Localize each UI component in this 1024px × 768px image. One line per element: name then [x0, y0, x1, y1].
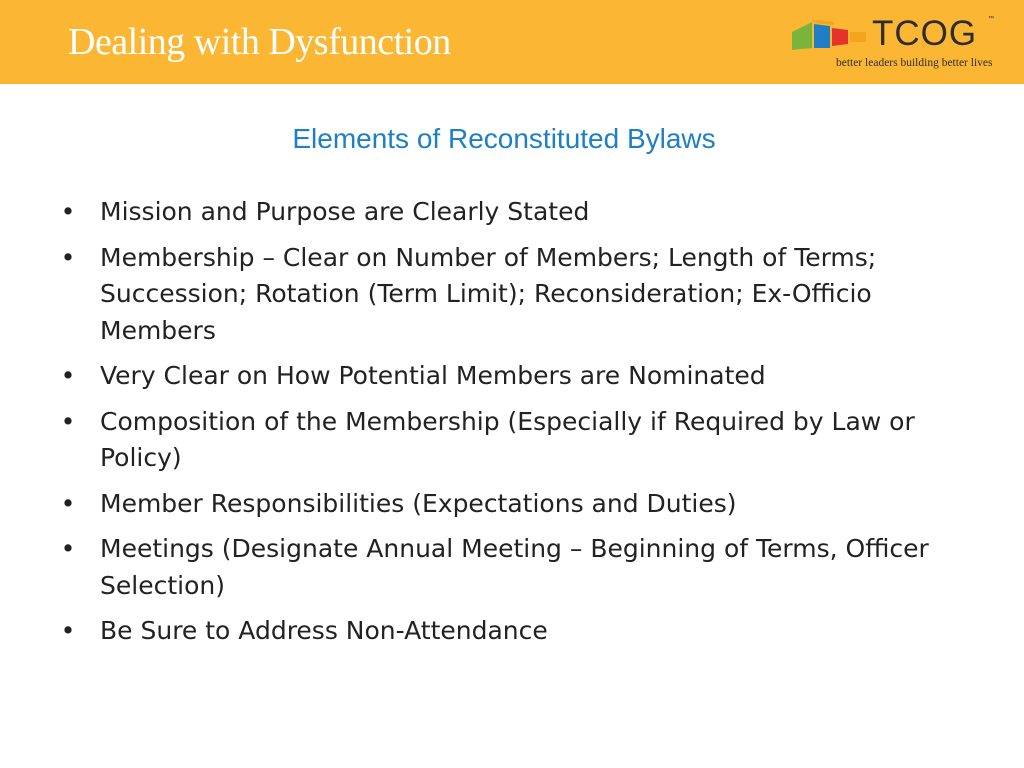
section-heading: Elements of Reconstituted Bylaws	[292, 123, 716, 154]
logo-trademark: ™	[988, 16, 994, 22]
bullet-item	[58, 358, 978, 395]
bullet-item	[58, 531, 978, 604]
bullet-item	[58, 240, 978, 350]
bullet-marker-icon: •	[60, 242, 76, 272]
bullet-marker-icon: •	[60, 616, 76, 645]
bullet-text: Membership – Clear on Number of Members; Length of Terms; Succession; Rotation (Term Limit); Reconsideration; Ex-Officio Members	[100, 242, 877, 345]
bullet-text: Member Responsibilities (Expectations and Duties)	[100, 488, 737, 518]
bullet-text: Meetings (Designate Annual Meeting – Beginning of Terms, Officer Selection)	[100, 534, 929, 600]
header-banner	[0, 0, 1024, 84]
bullet-item	[58, 613, 978, 650]
slide-title: Dealing with Dysfunction	[68, 21, 451, 63]
bullet-marker-icon: •	[60, 406, 76, 436]
logo-wordmark: TCOG	[872, 14, 978, 53]
bullet-text: Mission and Purpose are Clearly Stated	[100, 197, 590, 226]
bullet-item	[58, 404, 978, 477]
bullet-item	[58, 486, 978, 523]
bullet-item	[58, 194, 978, 231]
bullet-text: Composition of the Membership (Especially if Required by Law or Policy)	[100, 406, 915, 472]
bullet-text: Be Sure to Address Non-Attendance	[100, 616, 548, 645]
tcog-logo	[790, 10, 1000, 76]
bullet-marker-icon: •	[60, 197, 76, 226]
bullet-marker-icon: •	[60, 488, 76, 518]
logo-tagline: better leaders building better lives	[836, 57, 993, 69]
bullet-marker-icon: •	[60, 361, 76, 390]
tcog-logo-icon	[790, 14, 870, 54]
bullet-text: Very Clear on How Potential Members are Nominated	[100, 361, 766, 390]
bullet-marker-icon: •	[60, 534, 76, 563]
bullet-list	[58, 194, 978, 659]
